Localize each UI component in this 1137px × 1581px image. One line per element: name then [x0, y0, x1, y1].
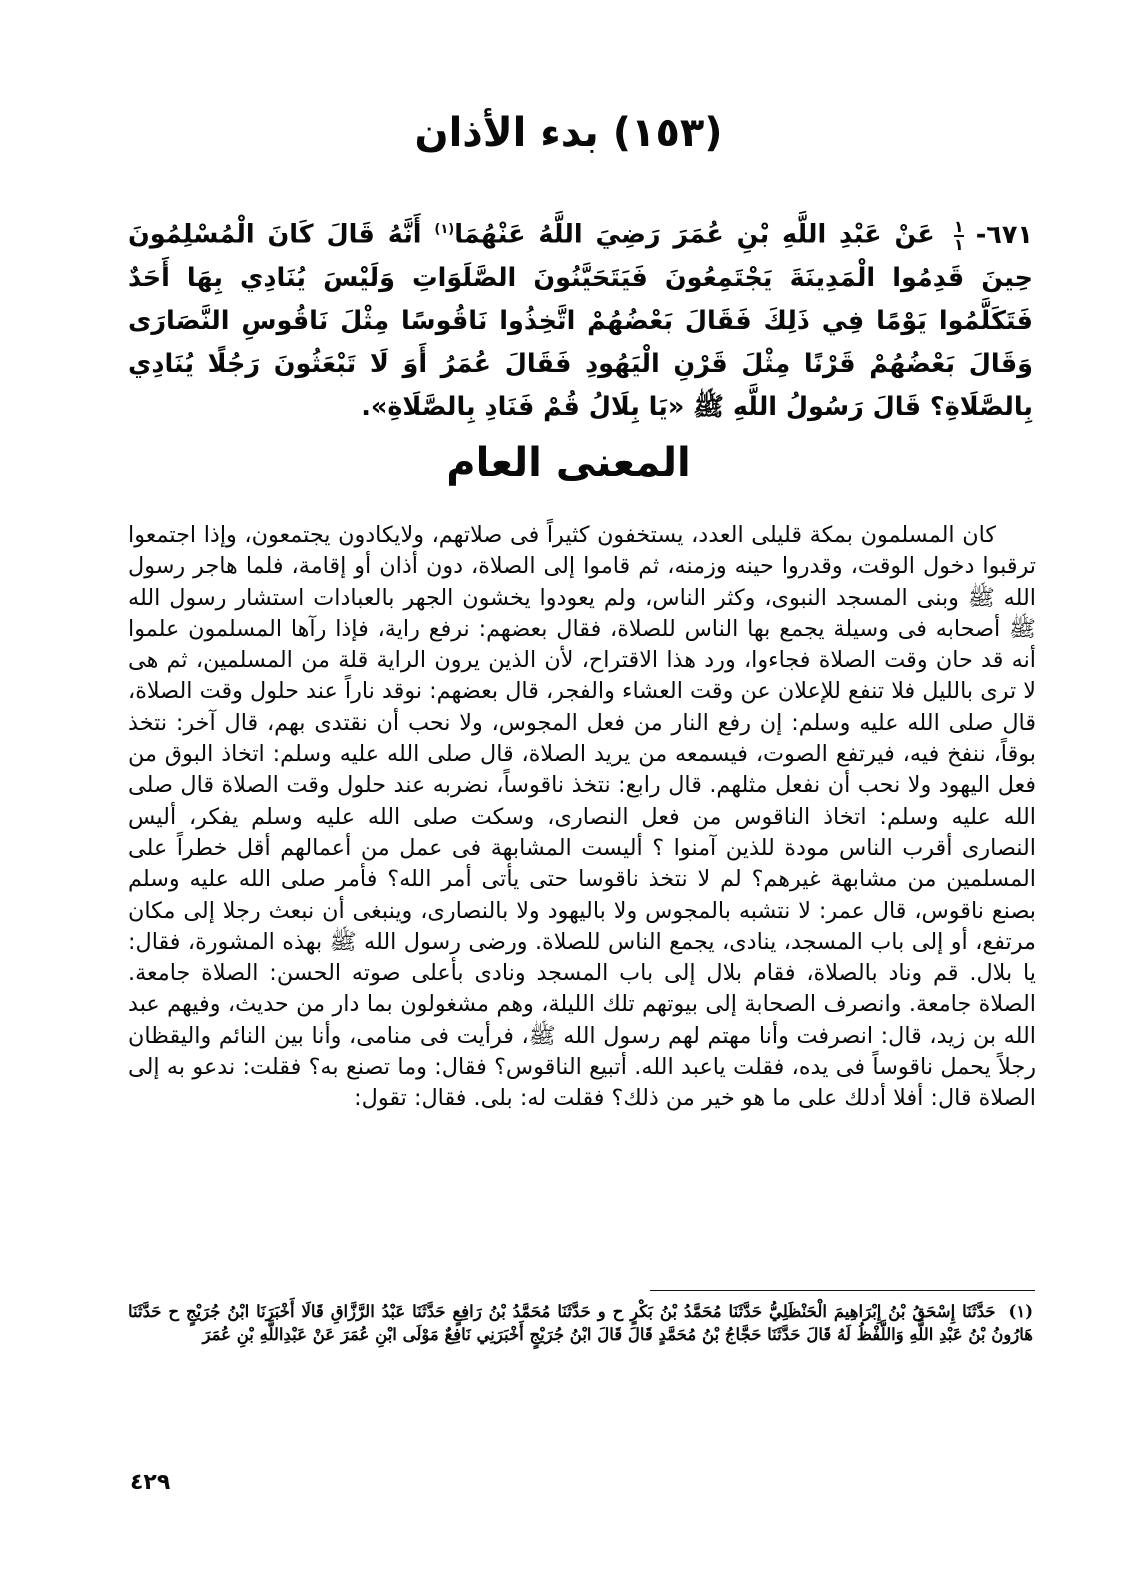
- chapter-title: بدء الأذان: [414, 110, 599, 156]
- commentary-paragraph: كان المسلمون بمكة قليلى العدد، يستخفون كثيراً فى صلاتهم، ولايكادون يجتمعون، وإذا اجتمعوا ترقبوا دخول الوقت، وقدروا حينه وزمنه، ثم قاموا إلى الصلاة، دون أذان أو إقامة، فلما هاجر رسول الله ﷺ وبنى المسجد النبوى، وكثر الناس، ولم يعودوا يخشون الجهر بالعبادات استشار رسول الله ﷺ أصحابه فى وسيلة يجمع بها الناس للصلاة، فقال بعضهم: نرفع راية، فإذا رآها المسلمون علموا أنه قد حان وقت الصلاة فجاءوا، ورد هذا الاقتراح، لأن الذين يرون الراية قلة من المسلمين، ثم هى لا ترى بالليل فلا تنفع للإعلان عن وقت العشاء والفجر، قال بعضهم: نوقد ناراً عند حلول وقت الصلاة، قال صلى الله عليه وسلم: إن رفع النار من فعل المجوس، ولا نحب أن نقتدى بهم، قال آخر: نتخذ بوقاً، ننفخ فيه، فيرتفع الصوت، فيسمعه من يريد الصلاة، قال صلى الله عليه وسلم: اتخاذ البوق من فعل اليهود ولا نحب أن نفعل مثلهم. قال رابع: نتخذ ناقوساً، نضربه عند حلول وقت الصلاة قال صلى الله عليه وسلم: اتخاذ الناقوس من فعل النصارى، وسكت صلى الله عليه وسلم يفكر، أليس النصارى أقرب الناس مودة للذين آمنوا ؟ أليست المشابهة فى عمل من أعمالهم أقل خطراً على المسلمين من مشابهة غيرهم؟ لم لا نتخذ ناقوسا حتى يأتى أمر الله؟ فأمر صلى الله عليه وسلم بصنع ناقوس، قال عمر: لا نتشبه بالمجوس ولا باليهود ولا بالنصارى، وينبغى أن نبعث رجلا إلى مكان مرتفع، أو إلى باب المسجد، ينادى، يجمع الناس للصلاة. ورضى رسول الله ﷺ بهذه المشورة، فقال: يا بلال. قم وناد بالصلاة، فقام بلال إلى باب المسجد ونادى بأعلى صوته الحسن: الصلاة جامعة. الصلاة جامعة. وانصرف الصحابة إلى بيوتهم تلك الليلة، وهم مشغولون بما دار من حديث، وفيهم عبد الله بن زيد، قال: انصرفت وأنا مهتم لهم رسول الله ﷺ، فرأيت فى منامى، وأنا بين النائم واليقظان رجلاً يحمل ناقوساً فى يده، فقلت ياعبد الله. أتبيع الناقوس؟ فقال: وما تصنع به؟ فقلت: ندعو به إلى الصلاة قال: أفلا أدلك على ما هو خير من ذلك؟ فقلت له: بلى. فقال: تقول:: [128, 522, 1036, 1112]
- chapter-heading: [0, 110, 1137, 156]
- footnote-marker: (١): [1008, 1302, 1033, 1321]
- footnote-text: حَدَّثَنَا إِسْحَقُ بْنُ إِبْرَاهِيمَ الْحَنْظَلِيُّ حَدَّثَنَا مُحَمَّدُ بْنُ بَكْرٍ ح و حَدَّثَنَا مُحَمَّدُ بْنُ رَافِعٍ حَدَّثَنَا عَبْدُ الرَّزَّاقِ قَالَا أَخْبَرَنَا ابْنُ جُرَيْجٍ ح حَدَّثَنَا هَارُونُ بْنُ عَبْدِ اللَّهِ وَاللَّفْظُ لَهُ قَالَ حَدَّثَنَا حَجَّاجُ بْنُ مُحَمَّدٍ قَالَ قَالَ ابْنُ جُرَيْجٍ أَخْبَرَنِي نَافِعٌ مَوْلَى ابْنِ عُمَرَ عَنْ عَبْدِاللَّهِ بْنِ عُمَرَ: [128, 1302, 1033, 1344]
- hadith-narrator: عَنْ عَبْدِ اللَّهِ بْنِ عُمَرَ رَضِيَ اللَّهُ عَنْهُمَا: [454, 219, 935, 250]
- hadith-body: أَنَّهُ قَالَ كَانَ الْمُسْلِمُونَ حِينَ قَدِمُوا الْمَدِينَةَ يَجْتَمِعُونَ فَيَتَحَيَّنُونَ الصَّلَوَاتِ وَلَيْسَ يُنَادِي بِهَا أَحَدٌ فَتَكَلَّمُوا يَوْمًا فِي ذَلِكَ فَقَالَ بَعْضُهُمْ اتَّخِذُوا نَاقُوسًا مِثْلَ نَاقُوسِ النَّصَارَى وَقَالَ بَعْضُهُمْ قَرْنًا مِثْلَ قَرْنِ الْيَهُودِ فَقَالَ عُمَرُ أَوَ لَا تَبْعَثُونَ رَجُلًا يُنَادِي بِالصَّلَاةِ؟ قَالَ رَسُولُ اللَّهِ ﷺ «يَا بِلَالُ قُمْ فَنَادِ بِالصَّلَاةِ».: [128, 219, 1033, 422]
- footnote-divider: [650, 1290, 1035, 1291]
- commentary-body: [128, 520, 1036, 1115]
- footnote-reference[interactable]: (١): [434, 222, 455, 237]
- chapter-number: (١٥٣): [612, 110, 723, 156]
- hadith-number: ٦٧١-: [975, 219, 1033, 250]
- section-heading: المعنى العام: [446, 440, 691, 486]
- hadith-fraction: [953, 216, 964, 254]
- footnote: [128, 1300, 1033, 1346]
- fraction-top: ١: [953, 216, 964, 236]
- fraction-bottom: ١: [953, 234, 964, 254]
- hadith-text: [128, 208, 1033, 429]
- page-number: ٤٢٩: [130, 1470, 171, 1495]
